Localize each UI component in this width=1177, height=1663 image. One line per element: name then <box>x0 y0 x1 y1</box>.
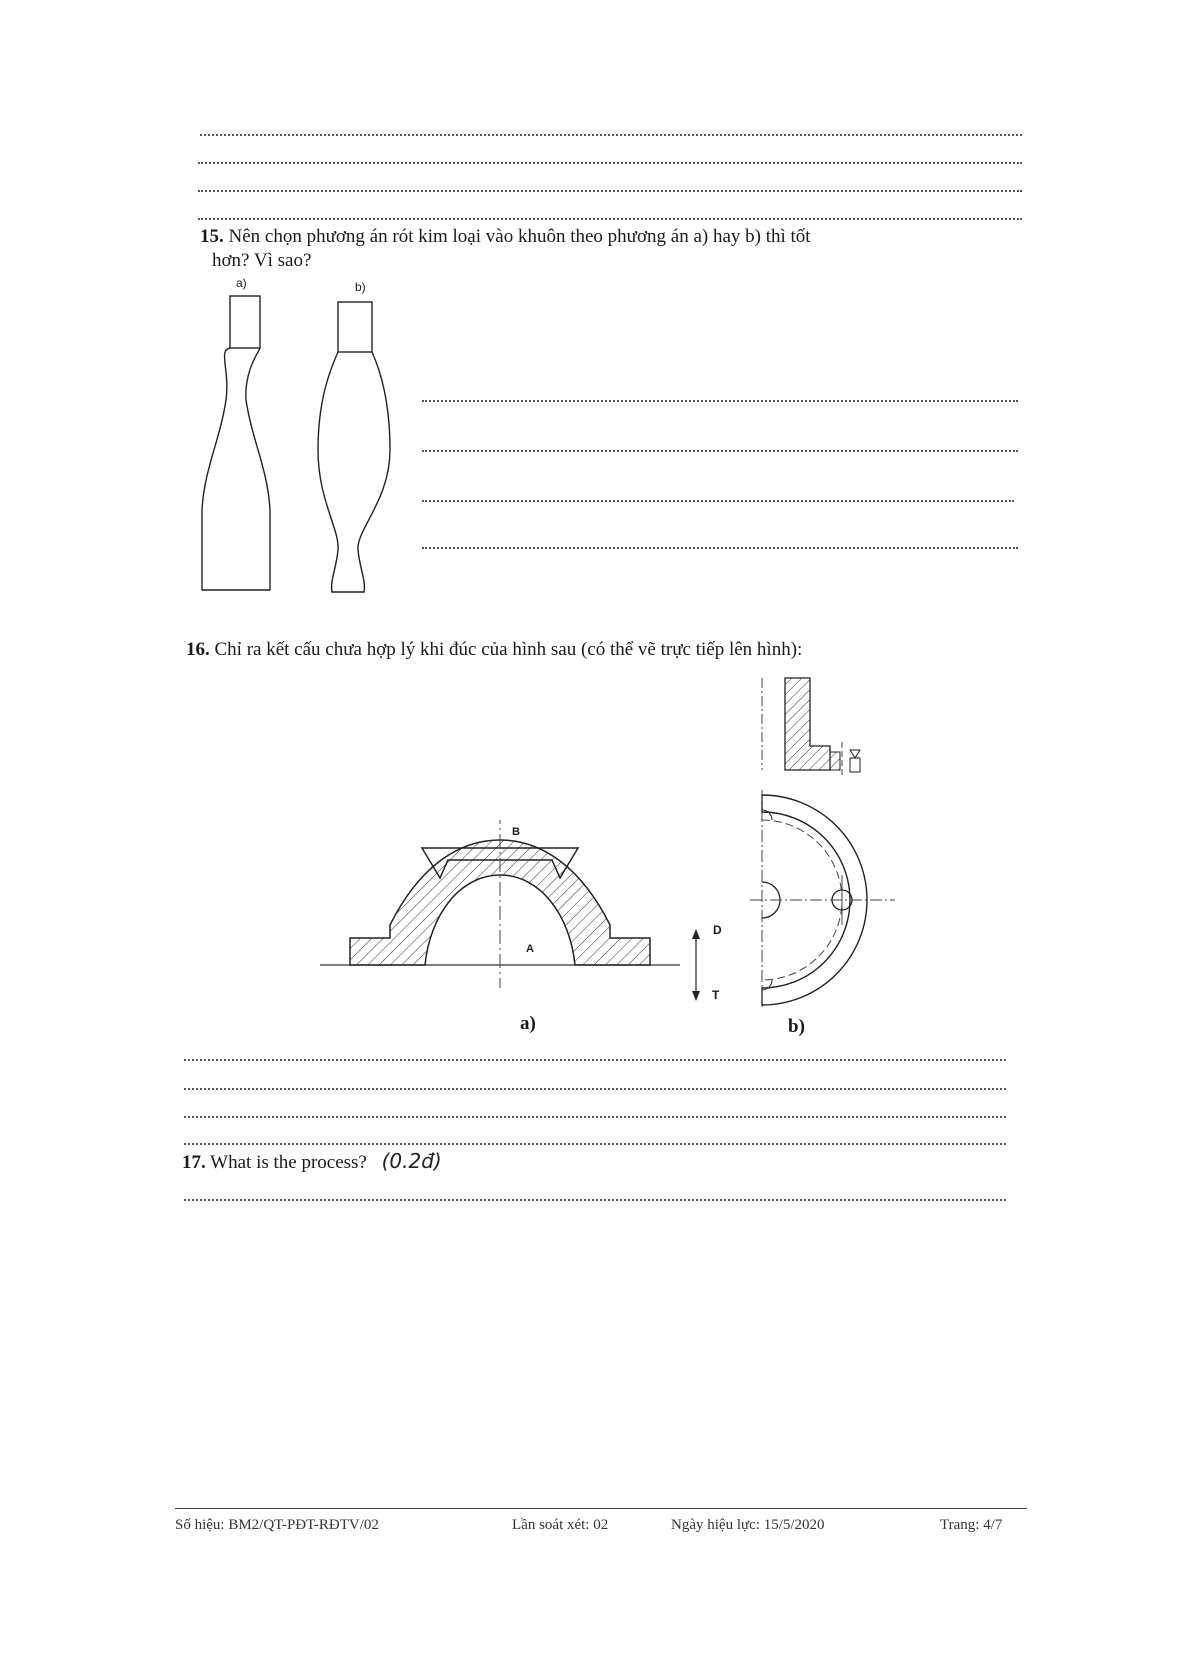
question-text: hơn? Vì sao? <box>212 250 312 271</box>
question-text: Chỉ ra kết cấu chưa hợp lý khi đúc của hình sau (có thể vẽ trực tiếp lên hình): <box>214 639 803 660</box>
caption-a: a) <box>520 1013 536 1034</box>
label-t: T <box>712 988 720 1002</box>
question-15-cont <box>212 248 311 274</box>
pouring-options-figure <box>190 290 420 620</box>
option-a-drawing <box>202 296 270 590</box>
footer-revision: Lần soát xét: 02 <box>512 1517 609 1533</box>
question-text: Nên chọn phương án rót kim loại vào khuôn theo phương án a) hay b) thì tốt <box>228 226 811 247</box>
answer-line <box>422 400 1018 402</box>
option-a-label: a) <box>236 276 247 290</box>
question-text: What is the process? <box>210 1152 367 1173</box>
answer-line <box>198 190 1022 192</box>
direction-arrows <box>688 925 708 1005</box>
label-d: D <box>713 923 722 937</box>
answer-line <box>200 134 1022 136</box>
caption-b: b) <box>788 1016 805 1037</box>
figure-label-a: A <box>526 943 534 955</box>
answer-line <box>198 218 1022 220</box>
question-number: 16. <box>186 639 210 660</box>
answer-line <box>184 1088 1006 1090</box>
question-16 <box>186 637 1046 663</box>
answer-line <box>422 450 1018 452</box>
answer-line <box>184 1116 1006 1118</box>
footer-divider <box>175 1508 1027 1509</box>
figure-label-b: B <box>512 826 520 838</box>
option-b-drawing <box>318 302 390 592</box>
question-15 <box>200 224 1040 250</box>
answer-line <box>422 547 1018 549</box>
answer-line <box>184 1199 1006 1201</box>
footer-page: Trang: 4/7 <box>940 1517 1003 1533</box>
option-b-label: b) <box>355 280 366 294</box>
figure-b-drawing <box>750 670 900 1020</box>
answer-line <box>184 1143 1006 1145</box>
answer-line <box>198 162 1022 164</box>
footer-code: Số hiệu: BM2/QT-PĐT-RĐTV/02 <box>175 1517 379 1533</box>
footer-effective-date: Ngày hiệu lực: 15/5/2020 <box>671 1517 825 1533</box>
answer-line <box>422 500 1014 502</box>
answer-line <box>184 1059 1006 1061</box>
question-17 <box>182 1148 442 1176</box>
question-number: 15. <box>200 226 224 247</box>
question-number: 17. <box>182 1152 206 1173</box>
handwritten-score: (0.2đ) <box>381 1149 442 1173</box>
figure-a-drawing <box>320 820 740 1000</box>
